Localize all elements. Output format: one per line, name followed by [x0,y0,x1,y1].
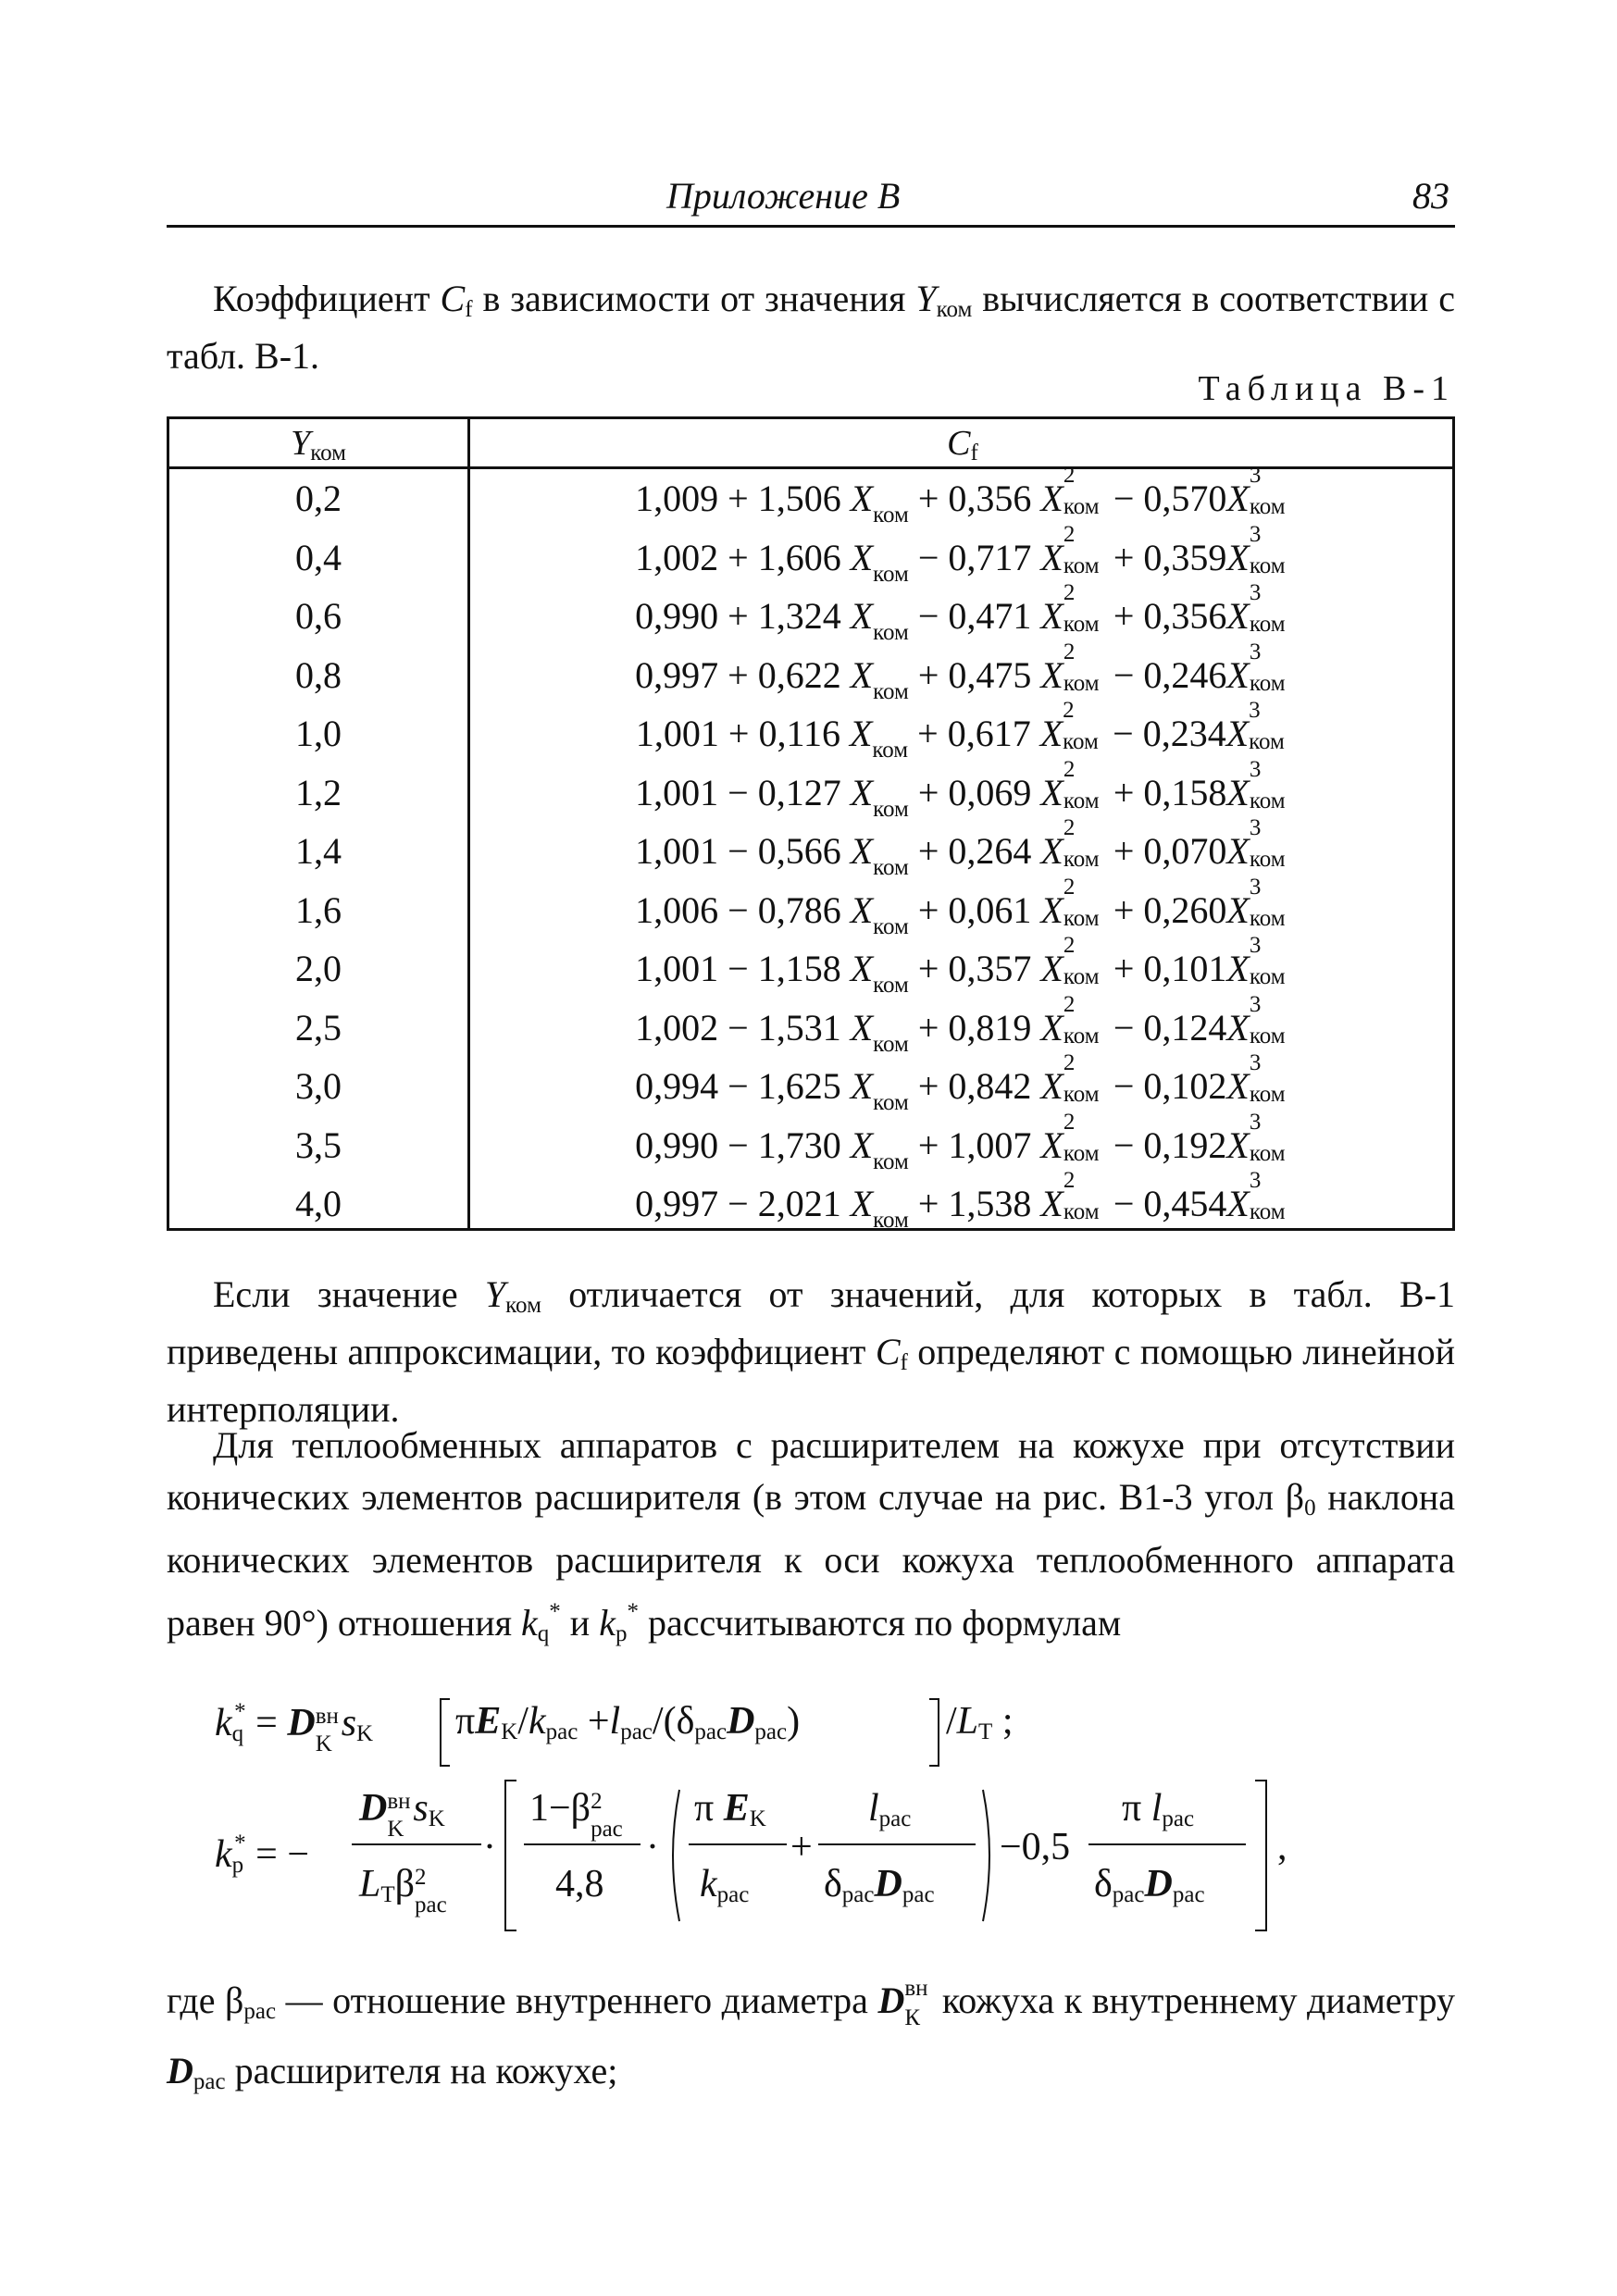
paren-open [663,1786,683,1925]
table-caption: Таблица В-1 [1198,369,1455,408]
cell-cf-formula: 1,009 + 1,506 $X_{ком} + 0,356$ X 2 ком − 0,570X 3 ком [635,463,1286,527]
formula1-body: $\pi E_K/k_{рас} +l_{рас}/(\delta_{рас}D_{рас})$ [455,1700,801,1744]
cell-cf-formula: 0,997 + 0,622 $X_{ком} + 0,475$ X 2 ком − 0,246X 3 ком [635,639,1286,704]
cell-cf-formula: 1,006 − 0,786 $X_{ком} + 0,061$ X 2 ком + 0,260X 3 ком [635,874,1286,939]
y-subscript: ком [936,297,973,322]
minus-half: −0,5 [1000,1826,1071,1868]
y-symbol: Y [915,278,937,319]
intro-text-2: в зависимости от значения [472,278,916,319]
cell-cf-formula: 1,001 − 1,158 $X_{ком} + 0,357$ X 2 ком + 0,101X 3 ком [635,933,1286,998]
fraction4-bar [818,1843,976,1845]
cell-ykom: 1,6 [295,888,342,931]
fraction2-bar [524,1843,641,1845]
fraction1-bar [352,1843,481,1845]
table-body [169,463,1452,1239]
big-bracket-close [1251,1777,1272,1934]
fraction2-numerator: 1−β 2 рас [529,1787,623,1842]
cell-cf-formula: 1,001 − 0,566 $X_{ком} + 0,264$ X 2 ком + 0,070X 3 ком [635,815,1286,880]
formula-kq [0,1695,1617,1769]
cell-ykom: 0,6 [295,595,342,637]
kq-symbol: k [521,1602,538,1644]
cell-cf-formula: 0,994 − 1,625 $X_{ком} + 0,842$ X 2 ком − 0,102X 3 ком [635,1050,1286,1115]
big-bracket-open [500,1777,520,1934]
fraction5-numerator: π $l_{рас}$ [1122,1787,1195,1831]
formula2-lhs: $k_p^*$ = − [215,1831,310,1878]
intro-paragraph [167,276,1455,379]
header-cf: $C_f$ [947,424,978,465]
cell-ykom: 1,4 [295,830,342,872]
paren-close [979,1786,1000,1925]
fraction1-denominator: $L_Т\beta$ 2 рас [359,1863,447,1917]
formula1-lhs: $k_q^* = D$ вн K $s_K$ [215,1699,374,1756]
cell-ykom: 2,5 [295,1006,342,1049]
cell-ykom: 3,5 [295,1123,342,1166]
cell-cf-formula: 1,001 + 0,116 $X_{ком} + 0,617$ X 2 ком − 0,234X 3 ком [635,698,1285,763]
beta-definition-paragraph: где $\beta_{рас}$ — отношение внутреннего диаметра D вн К кожуха к внутреннему диаметру $D_{рас}$ расширителя на кожухе; [167,1976,1455,2094]
cf-subscript: f [465,297,473,322]
formula1-tail: $/L_Т$ ; [946,1700,1014,1744]
running-header [167,174,1455,228]
cell-ykom: 0,8 [295,653,342,696]
cf-symbol: C [875,1331,901,1372]
cell-cf-formula: 1,002 − 1,531 $X_{ком} + 0,819$ X 2 ком − 0,124X 3 ком [635,991,1286,1057]
page-number: 83 [1412,175,1449,217]
fraction3-denominator: $k_{рас}$ [700,1863,750,1907]
header-rule [167,225,1455,228]
table-row [169,1168,1452,1239]
formula-kp: $k_p^*$ = − D вн K $s_K$ $L_Т\beta$ 2 рас · 1−β 2 рас 4,8 · π $E_K$ $k_{рас}$ + $l_{рас}$ $\delta_{рас}D_{рас}$ −0,5 π $l_{рас}$ $\delta_{рас}D_{рас}$ , [0,1777,1617,1943]
intro-text-3: вычисляется в соответствии с табл. В-1. [167,278,1455,377]
cell-cf-formula: 1,001 − 0,127 $X_{ком} + 0,069$ X 2 ком + 0,158X 3 ком [635,756,1286,822]
cell-ykom: 1,2 [295,771,342,813]
interpolation-paragraph: Если значение $Y_{ком}$ отличается от значений, для которых в табл. В-1 приведены аппроксимации, то коэффициент $C_f$ определяют с помощью линейной интерполяции. [167,1273,1455,1430]
fraction4-numerator: $l_{рас}$ [868,1787,912,1831]
intro-text-1: Коэффициент [213,278,441,319]
cell-ykom: 3,0 [295,1065,342,1107]
fraction5-denominator: $\delta_{рас}D_{рас}$ [1094,1863,1205,1907]
cell-cf-formula: 0,990 − 1,730 $X_{ком} + 1,007$ X 2 ком − 0,192X 3 ком [635,1109,1286,1174]
header-ykom: $Y_{ком}$ [291,424,346,465]
cell-ykom: 2,0 [295,948,342,989]
fraction3-numerator: π $E_K$ [694,1787,766,1831]
running-header-title: Приложение В [666,175,901,217]
coefficient-table [167,416,1455,1231]
fraction3-bar [689,1843,787,1845]
fraction1-numerator: D вн K $s_K$ [359,1787,445,1842]
fraction2-denominator: 4,8 [555,1863,604,1905]
cell-ykom: 4,0 [295,1183,342,1224]
expander-paragraph: Для теплообменных аппаратов с расширителем на кожухе при отсутствии конических элементов расширителя (в этом случае на рис. В1-3 угол $\beta_0$ наклона конических элементов расширителя к оси кожуха теплообменного аппарата равен 90°) отношения $k_q^*$ и $k_p^*$ рассчитываются по формулам [167,1424,1455,1646]
bracket-open [435,1695,454,1769]
cell-ykom: 0,4 [295,536,342,578]
table-header-row [169,419,1452,469]
y-symbol: Y [484,1273,506,1315]
cell-cf-formula: 1,002 + 1,606 $X_{ком} - 0,717$ X 2 ком + 0,359X 3 ком [635,521,1286,587]
cell-cf-formula: 0,997 − 2,021 $X_{ком} + 1,538$ X 2 ком − 0,454X 3 ком [635,1168,1286,1233]
cell-ykom: 0,2 [295,478,342,519]
fraction4-denominator: $\delta_{рас}D_{рас}$ [824,1863,935,1907]
cf-symbol: C [440,278,466,319]
fraction5-bar [1088,1843,1246,1845]
kp-symbol: k [599,1602,616,1644]
bracket-close [926,1695,944,1769]
cell-ykom: 1,0 [295,713,342,754]
cell-cf-formula: 0,990 + 1,324 $X_{ком} - 0,471$ X 2 ком + 0,356X 3 ком [635,580,1286,645]
